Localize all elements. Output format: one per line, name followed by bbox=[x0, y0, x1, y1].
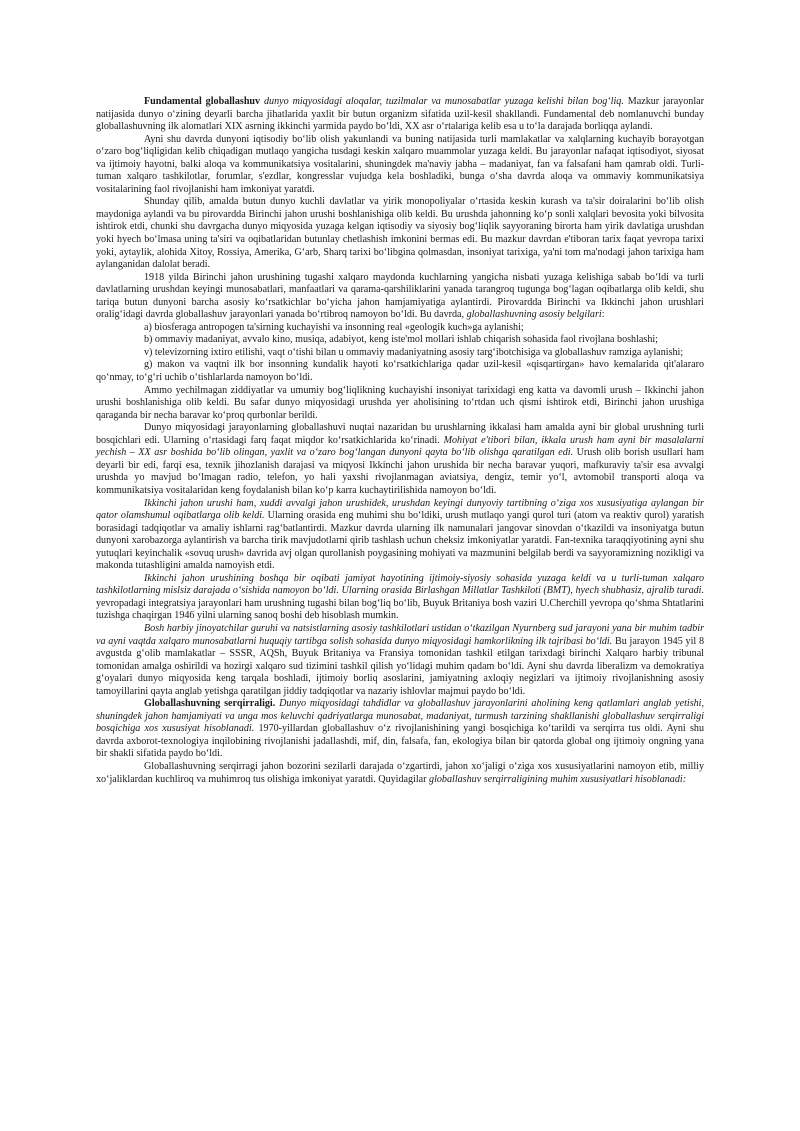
italic-run: globallashuvning asosiy belgilari bbox=[464, 309, 602, 321]
text-run: Mazkur jarayonlar natijasida dunyo oʻzining deyarli barcha jihatlarida yaxlit bir butun organizm sifatida uzil-kesil shakllandi. Fundamental deb nomlanuvchi bunday globallashuvning ilk alomatlari XIX asrning ikkinchi yarmida paydo boʻldi, XX asr oʻrtalariga kelib esa u toʻla darajada borliqqa aylandi. bbox=[96, 96, 704, 133]
paragraph bbox=[96, 385, 704, 423]
paragraph bbox=[96, 196, 704, 271]
paragraph bbox=[96, 422, 704, 497]
paragraph bbox=[96, 334, 704, 347]
paragraph bbox=[96, 698, 704, 761]
paragraph bbox=[96, 623, 704, 698]
paragraph bbox=[96, 573, 704, 623]
italic-run: Ikkinchi jahon urushining boshqa bir oqibati jamiyat hayotining ijtimoiy-siyosiy sohasida yuzaga keldi va u turli-tuman xalqaro tashkilotlarning mislsiz darajada oʻsishida namoyon boʻldi. Ularning orasida Birlashgan Millatlar Tashkiloti (BMT), hyech shubhasiz, ajralib turadi. bbox=[96, 572, 704, 597]
text-run: g) makon va vaqtni ilk bor insonning kundalik hayoti koʻrsatkichlariga qadar uzil-kesil «qisqartirgan» havo kemalarida qit'alararo qoʻnmay, toʻgʻri uchib oʻtishlarlarda namoyon boʻldi. bbox=[96, 359, 704, 384]
text-run: Globallashuvning serqirragi jahon bozorini sezilarli darajada oʻzgartirdi, jahon xoʻjaligi oʻziga xos xususiyatlarini namoyon etib, milliy xoʻjaliklardan kuchliroq va muhimroq tus olishiga imkoniyat yaratdi. Quyidagilar bbox=[96, 760, 704, 785]
italic-run: Dunyo miqyosidagi tahdidlar va globallashuv jarayonlarini aholining keng qatlamlari anglab yetishi, shuningdek jahon hamjamiyati va unga mos keluvchi qadriyatlarga munosabat, madaniyat, turmush tarzining shakllanishi globallashuv serqirraligi bosqichiga xos xususiyat hisoblanadi. bbox=[96, 698, 704, 735]
paragraph bbox=[96, 761, 704, 786]
paragraph bbox=[96, 272, 704, 322]
text-run: a) biosferaga antropogen ta'sirning kuchayishi va insonning real «geologik kuch»ga aylanishi; bbox=[144, 321, 524, 333]
text-run: yevropadagi integratsiya jarayonlari ham urushning tugashi bilan bogʻliq boʻlib, Buyuk Britaniya bosh vaziri U.Cherchill yevropa qoʻshma Shtatlarini tuzishga chaqirgan 1946 yilni ularning sanoq boshi deb hisoblash mumkin. bbox=[96, 597, 704, 622]
bold-run: Fundamental globallashuv bbox=[144, 96, 261, 107]
paragraph bbox=[96, 322, 704, 335]
paragraph bbox=[96, 134, 704, 197]
text-run: : bbox=[601, 309, 605, 321]
text-run: b) ommaviy madaniyat, avvalo kino, musiqa, adabiyot, keng iste'mol mollari ishlab chiqarish sohasida faol rivojlana boshlashi; bbox=[144, 334, 658, 346]
text-run: Ularning orasida eng muhimi shu boʻldiki, urush mutlaqo yangi qurol turi (atom va reaktiv qurol) yaratish borasidagi tadqiqotlar va amaliy ishlarni ragʻbatlantirdi. Mazkur davrda ularning ilk namunalari jangovar sinovdan oʻtkazildi va insoniyatga butun dunyoni xarobazorga aylantirish va barcha tirik mavjudotlarni qirib tashlash uchun cheksiz imkoniyatlar yaratdi. Fan-texnika taraqqiyotining ayni shu yutuqlari keyinchalik «sovuq urush» davrida avj olgan qurollanish poygasining mohiyati va mazmunini belgilab berdi va sayyoramizning nozikligi va makonda tutashligini amalda namoyish etdi. bbox=[96, 510, 704, 572]
paragraph bbox=[96, 347, 704, 360]
text-run: Urush olib borish usullari ham deyarli bir edi, farqi esa, texnik jihozlanish darajasi va miqyosi Ikkinchi jahon urushida bir necha baravar yuqori, mafkuraviy ta'sir esa avvalgi urushda yo mavjud boʻlmagan radio, telefon, yo hali yaxshi rivojlanmagan aviatsiya, dengiz, temir yoʻl, avtomobil transporti aloqa va kommunikatsiya vositalaridan keng foydalanish bilan koʻp karra kuchaytirilishida namoyon boʻldi. bbox=[96, 447, 704, 496]
italic-run: Bosh harbiy jinoyatchilar guruhi va natsistlarning asosiy tashkilotlari ustidan oʻtkazilgan Nyurnberg sud jarayoni yana bir muhim tadbir va ayni vaqtda xalqaro munosabatlarni huquqiy tartibga solish sohasida dunyo miqyosidagi hamkorlikning ilk tajribasi boʻldi. bbox=[96, 622, 704, 647]
italic-run: Mohiyat e'tibori bilan, ikkala urush ham ayni bir masalalarni yechish – XX asr boshida boʻlib olingan, yaxlit va oʻzaro bogʻlangan dunyoni qayta boʻlib olishga qaratilgan edi. bbox=[96, 434, 704, 459]
text-run: Dunyo miqyosidagi jarayonlarning globallashuvi nuqtai nazaridan bu urushlarning ikkalasi ham amalda ayni bir global urushning turli bosqichlari edi. Ularning oʻrtasidagi farq faqat miqdor koʻrsatkichlarida koʻrinadi. bbox=[96, 422, 704, 446]
italic-run: globallashuv serqirraligining muhim xususiyatlari hisoblanadi: bbox=[426, 773, 687, 785]
bold-run: Globallashuvning serqirraligi. bbox=[144, 698, 276, 710]
italic-run: dunyo miqyosidagi aloqalar, tuzilmalar va munosabatlar yuzaga kelishi bilan bog‘liq. bbox=[260, 96, 624, 107]
text-run: Ayni shu davrda dunyoni iqtisodiy boʻlib olish yakunlandi va buning natijasida turli mamlakatlar va xalqlarning kuchayib borayotgan oʻzaro bogʻliqligidan kelib chiqadigan mutlaqo yangicha tusdagi keskin xalqaro muammolar yuzaga keldi. Bu jarayonlar nafaqat iqtisodiyot, siyosat va ijtimoiy hayotni, balki aloqa va kommunikatsiya vositalarini, shuningdek ma'naviy jabha – madaniyat, fan va falsafani ham qamrab oldi. Turli-tuman xalqaro tashkilotlar, forumlar, s'ezdlar, kongresslar vujudga kela boshladiki, bunga oʻsha davrda aloqa va ommaviy kommunikatsiya vositalarining faol rivojlanishi ham imkoniyat yaratdi. bbox=[96, 133, 704, 195]
paragraph bbox=[96, 96, 704, 134]
italic-run: Ikkinchi jahon urushi ham, xuddi avvalgi jahon urushidek, urushdan keyingi dunyoviy tartibning oʻziga xos xususiyatiga aylangan bir qator olamshumul oqibatlarga olib keldi. bbox=[96, 497, 704, 522]
paragraph bbox=[96, 359, 704, 384]
text-run: v) televizorning ixtiro etilishi, vaqt oʻtishi bilan u ommaviy madaniyatning asosiy targʻibotchisiga va globallashuv ramziga aylanishi; bbox=[144, 346, 684, 358]
text-run: Bu jarayon 1945 yil 8 avgustda gʻolib mamlakatlar – SSSR, AQSh, Buyuk Britaniya va Fransiya tomonidan tashkil etilgan tarixdagi birinchi Xalqaro harbiy tribunal tomonidan amalga oshirildi va hozirgi xalqaro sud tizimini tashkil qilish yoʻlidagi muhim qadam boʻldi. Ayni shu davrda liberalizm va demokratiya gʻoyalari dunyo miqyosida keng tarqala boshladi, ijtimoiy borliq asoslarini, jamiyatning axloqiy negizlari va ijtimoiy rivojlanishning asosiy tamoyillarini qayta anglab yetishga qaratilgan jiddiy tadqiqotlar va nazariy ishlovlar majmui paydo boʻldi. bbox=[96, 635, 704, 697]
text-run: 1918 yilda Birinchi jahon urushining tugashi xalqaro maydonda kuchlarning yangicha nisbati yuzaga kelishiga sabab boʻldi va turli davlatlarning urushdan keyingi munosabatlari, manfaatlari va qarama-qarshiliklarini yanada tarangroq tugunga bogʻlagan oqibatlarga olib keldi, shu tariqa butun dunyoni barcha asosiy koʻrsatkichlar boʻyicha jahon hamjamiyatiga aylantirdi. Pirovardda Birinchi va Ikkinchi jahon urushlari oralig‘idagi davrda globallashuv jarayonlari yanada boʻrtibroq namoyon boʻldi. Bu davrda, bbox=[96, 271, 704, 321]
text-run: Shunday qilib, amalda butun dunyo kuchli davlatlar va yirik monopoliyalar oʻrtasida keskin kurash va ta'sir doiralarini boʻlib olish maydoniga aylandi va bu pirovardda Birinchi jahon urushi boshlanishiga olib keldi. Bu urushda jahonning koʻp sonli xalqlari bevosita yoki bilvosita ishtirok etdi, chunki shu davrgacha dunyo miqyosida yuzaga kelgan iqtisodiy va siyosiy bogʻliqlik sayyoraning birorta ham yirik davlatiga urushdan yoki hyech boʻlmasa uning ta'siri va oqibatlaridan butunlay chetlashish imkonini bermas edi. Bu mazkur davrdan e'tiboran tarix faqat yevropa tarixi yoki, aytaylik, alohida Xitoy, Rossiya, Amerika, Gʻarb, Sharq tarixi boʻlibgina qolmasdan, insoniyat tarixiga, ya'ni tom ma'nodagi jahon tarixiga ham aylanganidan dalolat beradi. bbox=[96, 196, 704, 271]
paragraph bbox=[96, 498, 704, 573]
text-run: Ammo yechilmagan ziddiyatlar va umumiy bogʻliqlikning kuchayishi insoniyat tarixidagi eng katta va davomli urush – Ikkinchi jahon urushi boshlanishiga olib keldi. Bu safar dunyo miqyosidagi urushda yer aholisining toʻrtdan uch qismi ishtirok etdi, Birinchi jahon urushiga qaraganda bir necha baravar koʻproq qurbonlar berildi. bbox=[96, 384, 704, 421]
text-run: 1970-yillardan globallashuv oʻz rivojlanishining yangi bosqichiga koʻtarildi va serqirra tus oldi. Ayni shu davrda axborot-texnologiya inqilobining rivojlanishi jadallashdi, mif, din, falsafa, fan, ekologiya bilan bir qatorda global ong ijtimoiy ongning yana bir shakli sifatida paydo boʻldi. bbox=[96, 723, 705, 760]
